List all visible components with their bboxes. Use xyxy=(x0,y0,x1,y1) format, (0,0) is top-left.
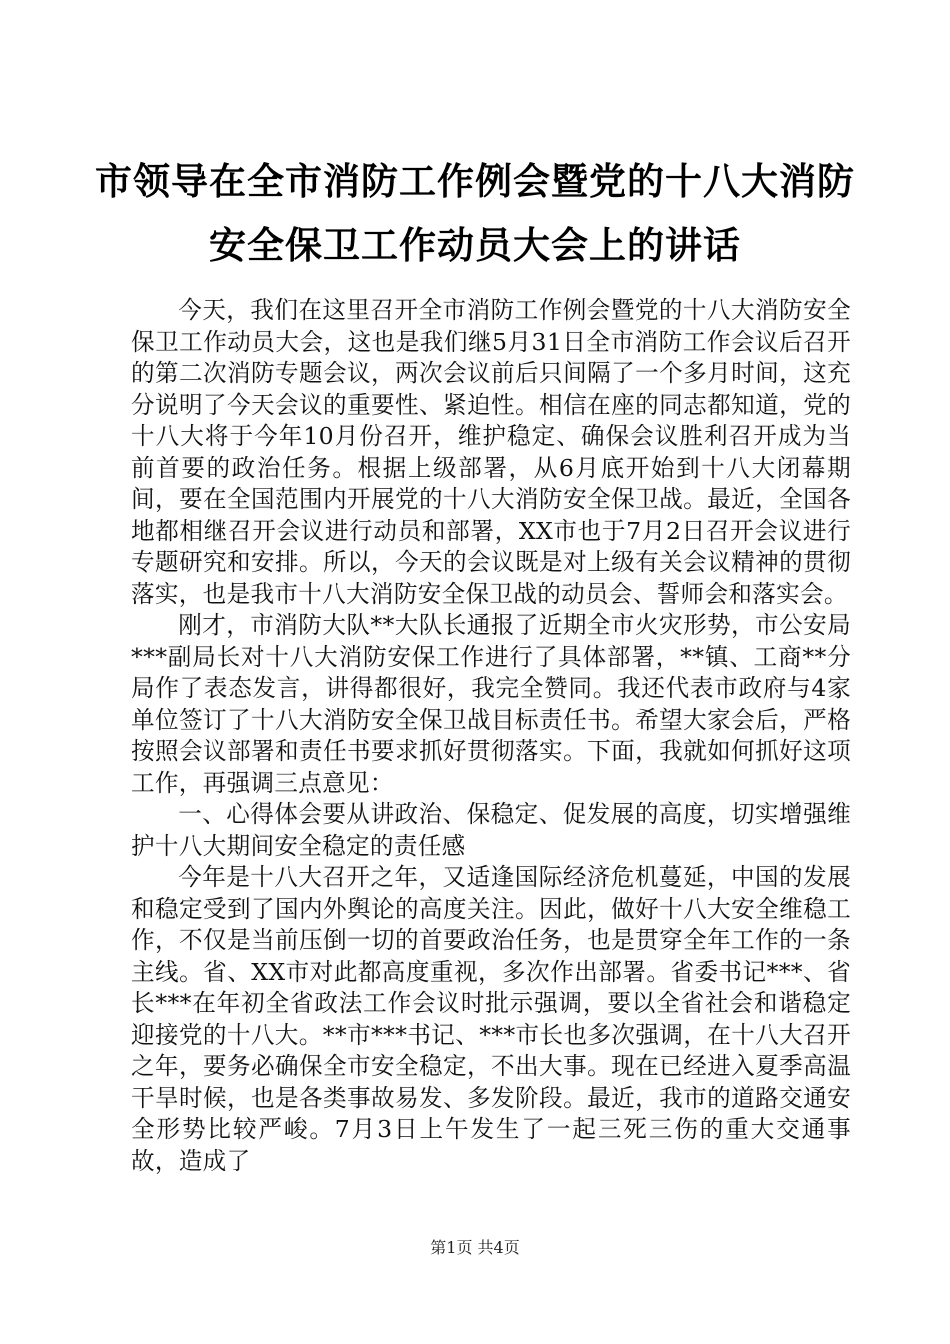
paragraph: 刚才，市消防大队**大队长通报了近期全市火灾形势，市公安局***副局长对十八大消防安保工作进行了具体部署，**镇、工商**分局作了表态发言，讲得都很好，我完全赞同。我还代表市政府与4家单位签订了十八大消防安全保卫战目标责任书。希望大家会后，严格按照会议部署和责任书要求抓好贯彻落实。下面，我就如何抓好这项工作，再强调三点意见： xyxy=(131,611,851,797)
paragraph: 今天，我们在这里召开全市消防工作例会暨党的十八大消防安全保卫工作动员大会，这也是我们继5月31日全市消防工作会议后召开的第二次消防专题会议，两次会议前后只间隔了一个多月时间，这充分说明了今天会议的重要性、紧迫性。相信在座的同志都知道，党的十八大将于今年10月份召开，维护稳定、确保会议胜利召开成为当前首要的政治任务。根据上级部署，从6月底开始到十八大闭幕期间，要在全国范围内开展党的十八大消防安全保卫战。最近，全国各地都相继召开会议进行动员和部署，XX市也于7月2日召开会议进行专题研究和安排。所以，今天的会议既是对上级有关会议精神的贯彻落实，也是我市十八大消防安全保卫战的动员会、誓师会和落实会。 xyxy=(131,296,851,608)
page-number-footer: 第1页 共4页 xyxy=(430,1238,520,1257)
section-heading: 一、心得体会要从讲政治、保稳定、促发展的高度，切实增强维护十八大期间安全稳定的责任感 xyxy=(131,800,851,860)
document-title-line-1: 市领导在全市消防工作例会暨党的十八大消防 xyxy=(95,160,855,203)
document-title-line-2: 安全保卫工作动员大会上的讲话 xyxy=(209,224,741,267)
document-body xyxy=(131,295,851,1177)
paragraph: 今年是十八大召开之年，又适逢国际经济危机蔓延，中国的发展和稳定受到了国内外舆论的高度关注。因此，做好十八大安全维稳工作，不仅是当前压倒一切的首要政治任务，也是贯穿全年工作的一条主线。省、XX市对此都高度重视，多次作出部署。省委书记***、省长***在年初全省政法工作会议时批示强调，要以全省社会和谐稳定迎接党的十八大。**市***书记、***市长也多次强调，在十八大召开之年，要务必确保全市安全稳定，不出大事。现在已经进入夏季高温干旱时候，也是各类事故易发、多发阶段。最近，我市的道路交通安全形势比较严峻。7月3日上午发生了一起三死三伤的重大交通事故，造成了 xyxy=(131,863,851,1175)
